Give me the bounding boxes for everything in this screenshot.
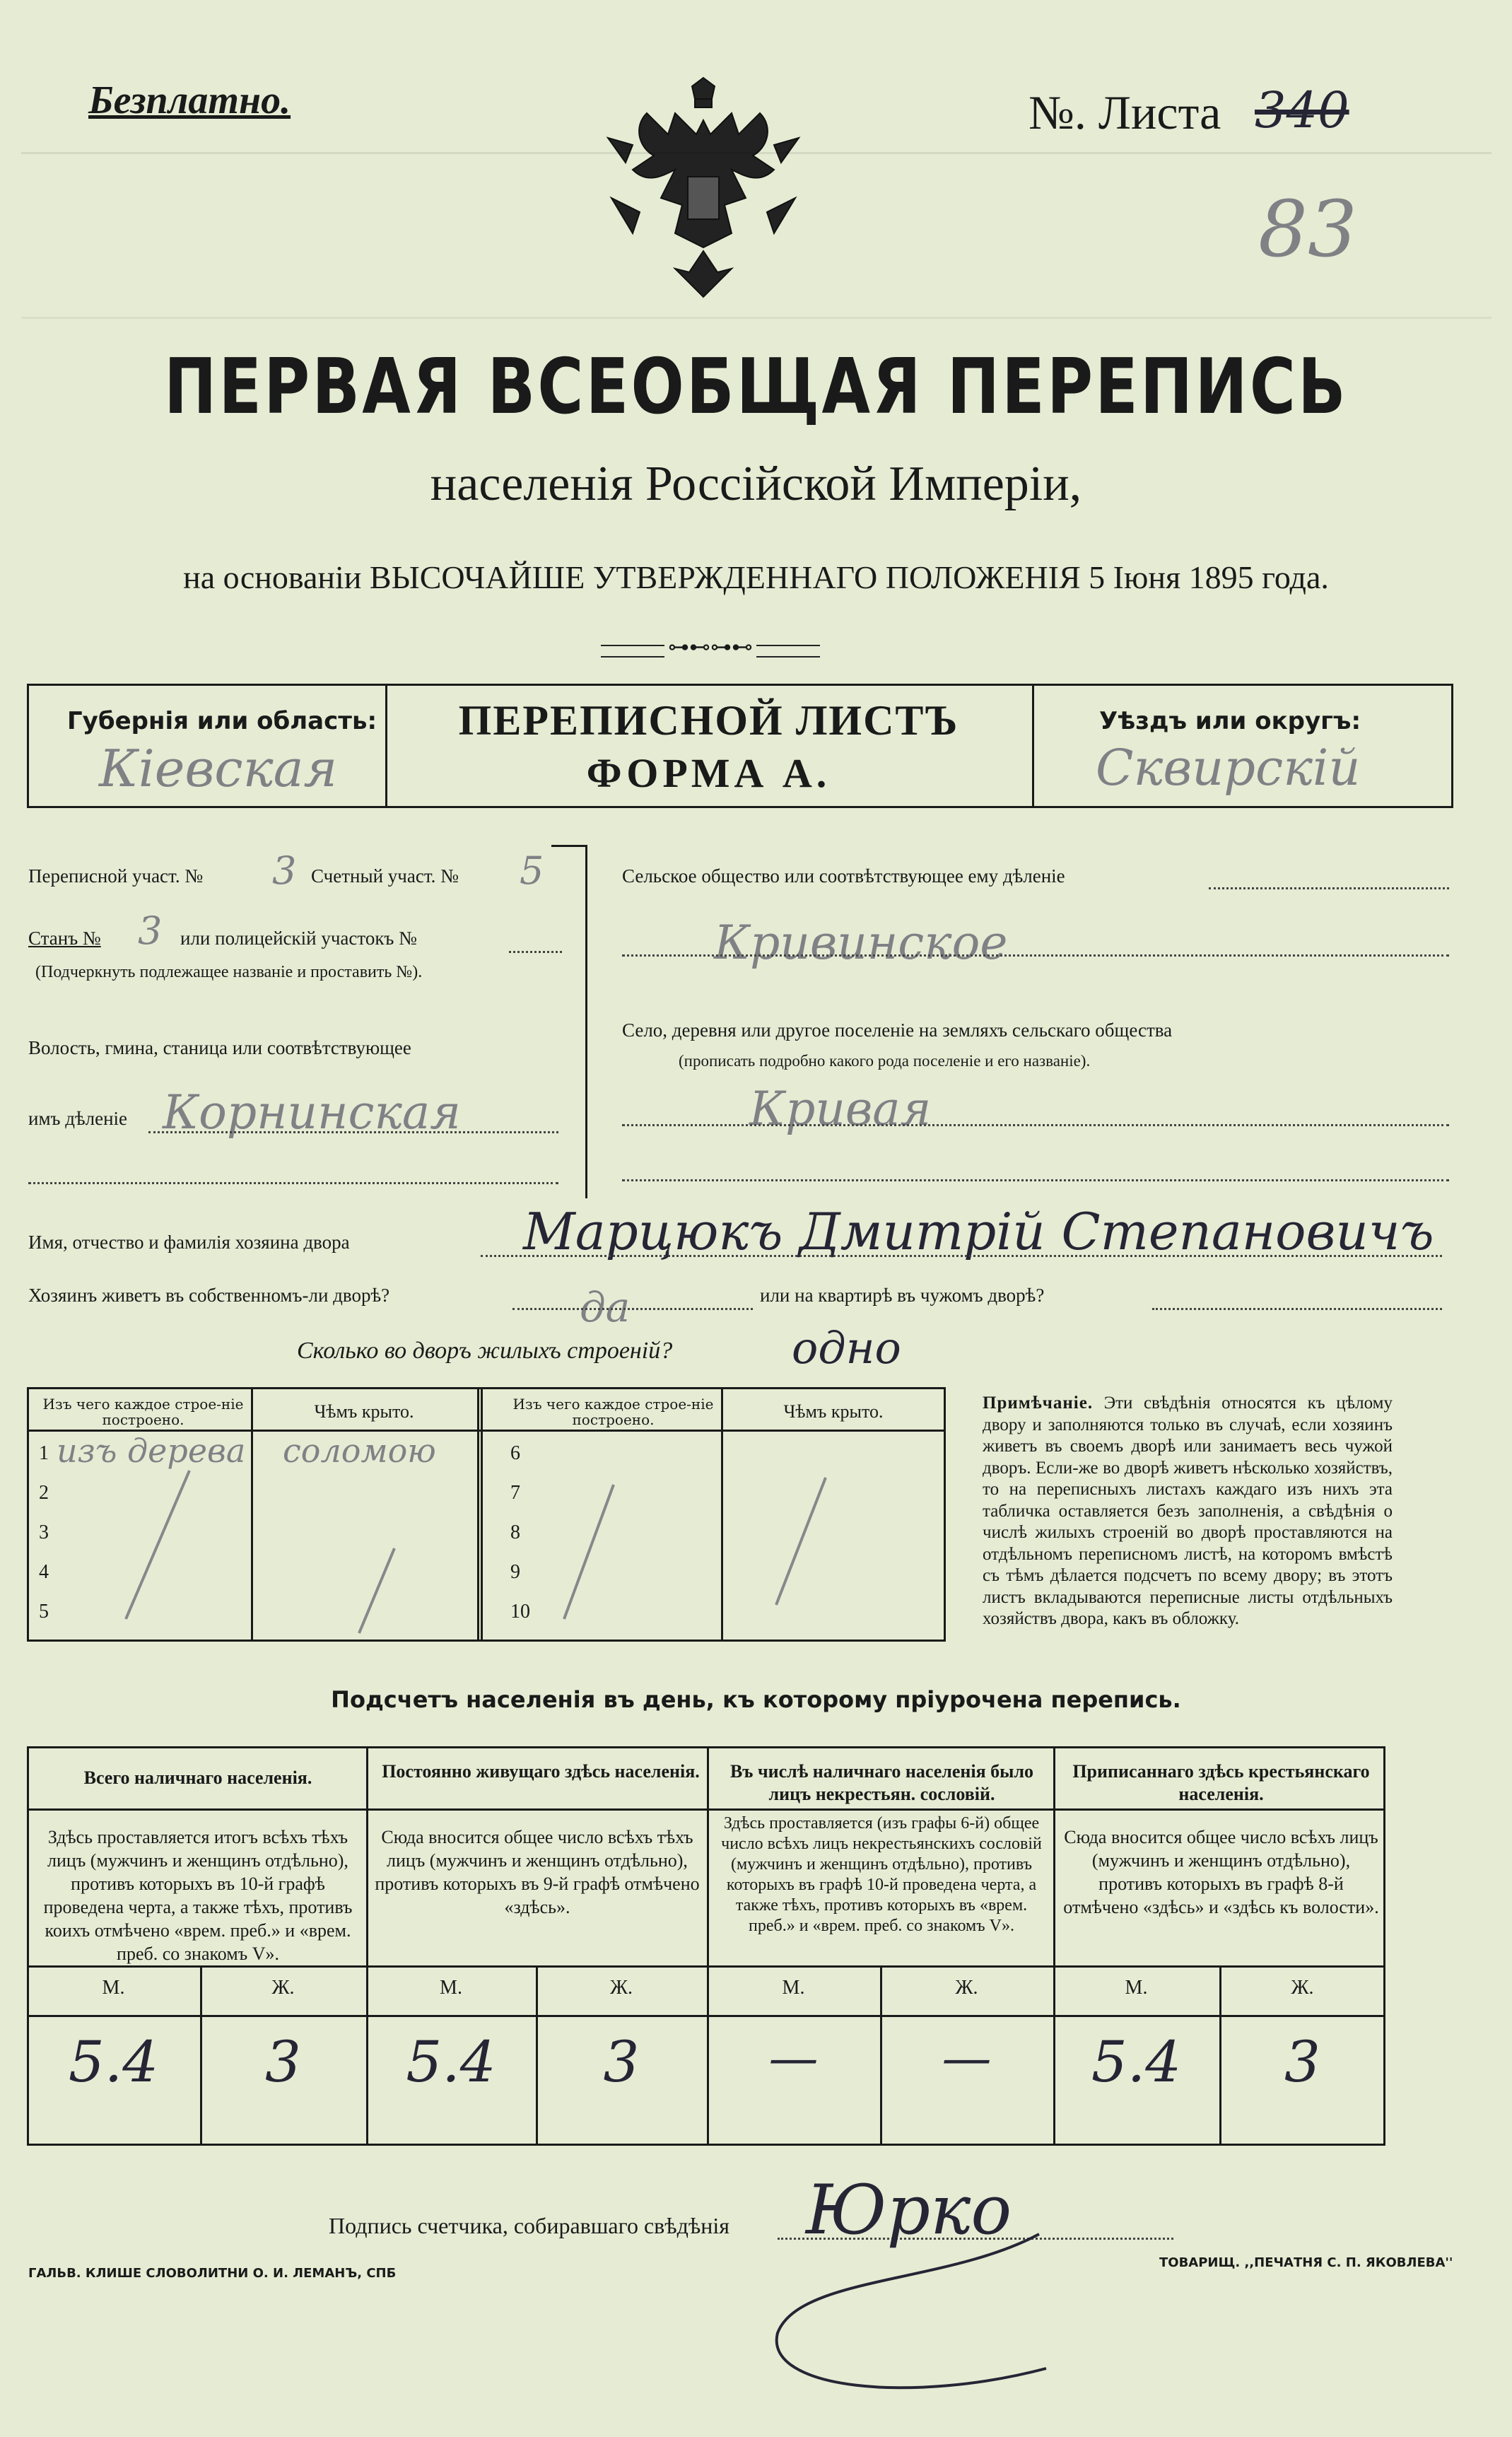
col-material-left: Изъ чего каждое строе-ніе построено.: [42, 1396, 244, 1428]
stan-label: Станъ №: [28, 928, 101, 949]
population-heading: Подсчетъ населенія въ день, къ которому пріурочена перепись.: [331, 1686, 1181, 1713]
signature-value: Юрко: [806, 2170, 1012, 2250]
pop-col1-title: Всего наличнаго населенія.: [83, 1767, 312, 1788]
row-num-8: 8: [510, 1521, 520, 1543]
row-num-9: 9: [510, 1561, 520, 1583]
village-value: Кривая: [749, 1082, 932, 1136]
row1-material: изъ дерева: [57, 1432, 246, 1470]
form-header-mid2: [1032, 684, 1034, 808]
pop-col1-f-label: Ж.: [271, 1977, 295, 1999]
pop-col2-m-label: М.: [440, 1977, 462, 1999]
pop-col1-desc: Здѣсь проставляется итогъ всѣхъ тѣхъ лицъ (мужчинъ и женщинъ отдѣльно), противъ которыхъ въ 10-й графѣ проведена черта, а также тѣхъ, противъ коихъ отмѣчено «врем. преб.» и «врем. преб. со знакомъ V».: [43, 1827, 353, 1964]
uchast-label: Переписной участ. №: [28, 865, 204, 887]
village-line: [622, 1124, 1449, 1126]
volost-label-2: имъ дѣленіе: [28, 1108, 128, 1129]
village-label: Село, деревня или другое поселеніе на земляхъ сельскаго общества: [622, 1019, 1173, 1041]
uezd-value: Сквирскій: [1096, 739, 1361, 797]
village-note: (прописать подробно какого рода поселеніе и его названіе).: [679, 1052, 1091, 1070]
volost-label: Волость, гмина, станица или соотвѣтствующее: [28, 1037, 411, 1058]
pop-col4-f-value: 3: [1284, 2029, 1320, 2095]
fields-divider: [585, 845, 587, 1198]
pop-col3-m-value: —: [768, 2029, 819, 2087]
society-value: Кривинское: [714, 916, 1008, 970]
ornament-glyph: ⊶⊷⊶⊷: [664, 635, 756, 660]
printer-right: ТОВАРИЩ. ,,ПЕЧАТНЯ С. П. ЯКОВЛЕВА'': [1159, 2255, 1453, 2270]
pop-col2-desc: Сюда вносится общее число всѣхъ тѣхъ лицъ (мужчинъ и женщинъ отдѣльно), противъ которыхъ въ 9-й графѣ отмѣчено «здѣсь».: [375, 1827, 700, 1917]
pop-col4-f-label: Ж.: [1291, 1977, 1314, 1999]
pop-col2-f-label: Ж.: [609, 1977, 633, 1999]
row-num-5: 5: [39, 1601, 49, 1623]
row1-roof: соломою: [283, 1432, 436, 1470]
sheet-title: ПЕРЕПИСНОЙ ЛИСТЪ: [458, 697, 959, 744]
own-yard-line: [512, 1308, 753, 1310]
rent-label: или на квартирѣ въ чужомъ дворѣ?: [760, 1285, 1045, 1306]
volost-line: [148, 1131, 558, 1133]
pop-col1-m-value: 5.4: [68, 2029, 159, 2095]
pop-title-line: [27, 1808, 1385, 1811]
schet-label: Счетный участ. №: [311, 865, 459, 887]
pop-col3-f-value: —: [942, 2029, 992, 2087]
sheet-number-handwritten: 340: [1255, 81, 1349, 139]
free-label: Безплатно.: [88, 78, 291, 122]
pop-col4-m-value: 5.4: [1091, 2029, 1182, 2095]
pencil-strike-marks: [27, 1456, 946, 1640]
society-label: Сельское общество или соотвѣтствующее ему дѣленіе: [622, 865, 1065, 887]
pop-col1-m-label: М.: [102, 1977, 125, 1999]
stan-value: 3: [138, 908, 163, 953]
pop-col3-title: Въ числѣ наличнаго населенія было лицъ некрестьян. сословій.: [729, 1761, 1034, 1804]
pop-col3-m-label: М.: [782, 1977, 805, 1999]
row-num-6: 6: [510, 1442, 520, 1464]
police-value-line: [509, 951, 562, 953]
rent-line: [1152, 1308, 1442, 1310]
row-num-3: 3: [39, 1521, 49, 1543]
volost-line-2: [28, 1182, 558, 1184]
form-label: ФОРМА А.: [586, 750, 831, 796]
volost-value: Корнинская: [163, 1085, 461, 1140]
pop-col2-m-value: 5.4: [406, 2029, 496, 2095]
col-material-right: Изъ чего каждое строе-ніе построено.: [512, 1396, 714, 1428]
buildings-label: Сколько во дворъ жилыхъ строеній?: [297, 1338, 673, 1364]
uezd-label: Уѣздъ или округъ:: [1099, 707, 1361, 735]
form-header-left: [27, 684, 29, 808]
own-yard-value: да: [580, 1283, 631, 1331]
row-num-10: 10: [510, 1601, 530, 1623]
form-header-bottom: [27, 806, 1453, 808]
printer-left: ГАЛЬВ. КЛИШЕ СЛОВОЛИТНИ О. И. ЛЕМАНЪ, СПБ: [28, 2266, 397, 2281]
pop-col1-f-value: 3: [265, 2029, 301, 2095]
underline-note: (Подчеркнуть подлежащее названіе и проставить №).: [35, 963, 423, 981]
col-roof-left: Чѣмъ крыто.: [314, 1401, 414, 1422]
pop-col4-title: Приписаннаго здѣсь крестьянскаго населенія.: [1072, 1761, 1370, 1804]
decree-line: на основаніи ВЫСОЧАЙШЕ УТВЕРЖДЕННАГО ПОЛОЖЕНІЯ 5 Іюня 1895 года.: [183, 559, 1329, 595]
sheet-number-label: №. Листа: [1028, 86, 1221, 139]
own-yard-label: Хозяинъ живетъ въ собственномъ-ли дворѣ?: [28, 1285, 390, 1306]
signature-label: Подпись счетчика, собиравшаго свѣдѣнія: [329, 2213, 730, 2238]
buildings-value: одно: [792, 1322, 901, 1374]
schet-value: 5: [520, 848, 544, 893]
row-num-2: 2: [39, 1482, 49, 1504]
pop-col3-desc: Здѣсь проставляется (изъ графы 6-й) общее число всѣхъ лицъ некрестьянскихъ сословій (мужчинъ и женщинъ отдѣльно), противъ которыхъ въ графѣ 10-й проведена черта, а также тѣхъ, противъ которыхъ въ «врем. преб.» и «врем. преб. со знакомъ V».: [721, 1814, 1042, 1935]
pop-col4-desc: Сюда вносится общее число всѣхъ лицъ (мужчинъ и женщинъ отдѣльно), противъ которыхъ въ графѣ 8-й отмѣчено «здѣсь» и «здѣсь къ волости».: [1063, 1827, 1379, 1917]
pop-mf-line-top: [27, 1965, 1385, 1968]
village-line-2: [622, 1179, 1449, 1181]
pop-col4-m-label: М.: [1125, 1977, 1148, 1999]
society-line: [622, 954, 1449, 957]
row-num-4: 4: [39, 1561, 49, 1583]
bleed-through: [21, 152, 1492, 319]
society-dots: [1209, 887, 1449, 889]
owner-name-line: [481, 1255, 1442, 1257]
note-block: [983, 1393, 1393, 1630]
note-text: Эти свѣдѣнія относятся къ цѣлому двору и заполняются только въ случаѣ, если хозяинъ живетъ въ своемъ дворѣ или занимаетъ весь чужой дворъ. Если-же во дворѣ живетъ нѣсколько хозяйствъ, то на переписныхъ листахъ каждаго изъ нихъ эта табличка оставляется безъ заполненія, а свѣдѣнія о числѣ жилыхъ строеній во дворѣ проставляются на отдѣльномъ переписномъ листѣ, на которомъ вмѣстѣ съ тѣмъ дѣлается подсчетъ по всему двору; въ этотъ листъ вкладываются переписные листы отдѣльныхъ хозяйствъ двора, какъ въ обложку.: [983, 1393, 1393, 1628]
owner-name-value: Марцюкъ Дмитрій Степановичъ: [523, 1202, 1434, 1261]
sheet-number-second: 83: [1258, 184, 1357, 274]
pop-mf-line-bottom: [27, 2015, 1385, 2017]
fields-divider-top: [551, 845, 587, 847]
row-num-7: 7: [510, 1482, 520, 1504]
pop-col2-f-value: 3: [603, 2029, 640, 2095]
form-header-top: [27, 684, 1453, 686]
pop-col2-title: Постоянно живущаго здѣсь населенія.: [382, 1761, 700, 1782]
police-label: или полицейскій участокъ №: [180, 928, 417, 949]
note-lead: Примѣчаніе.: [983, 1393, 1094, 1413]
pop-col3-f-label: Ж.: [955, 1977, 978, 1999]
col-roof-right: Чѣмъ крыто.: [783, 1401, 884, 1422]
signature-flourish: [735, 2227, 1103, 2411]
main-title: ПЕРВАЯ ВСЕОБЩАЯ ПЕРЕПИСЬ: [164, 343, 1348, 431]
gubernia-value: Кіевская: [99, 739, 338, 798]
subtitle: населенія Россійской Имперіи,: [430, 457, 1082, 511]
form-header-right: [1451, 684, 1453, 808]
owner-name-label: Имя, отчество и фамилія хозяина двора: [28, 1232, 350, 1253]
gubernia-label: Губернія или область:: [67, 707, 377, 735]
uchast-value: 3: [272, 848, 297, 893]
row-num-1: 1: [39, 1442, 49, 1464]
